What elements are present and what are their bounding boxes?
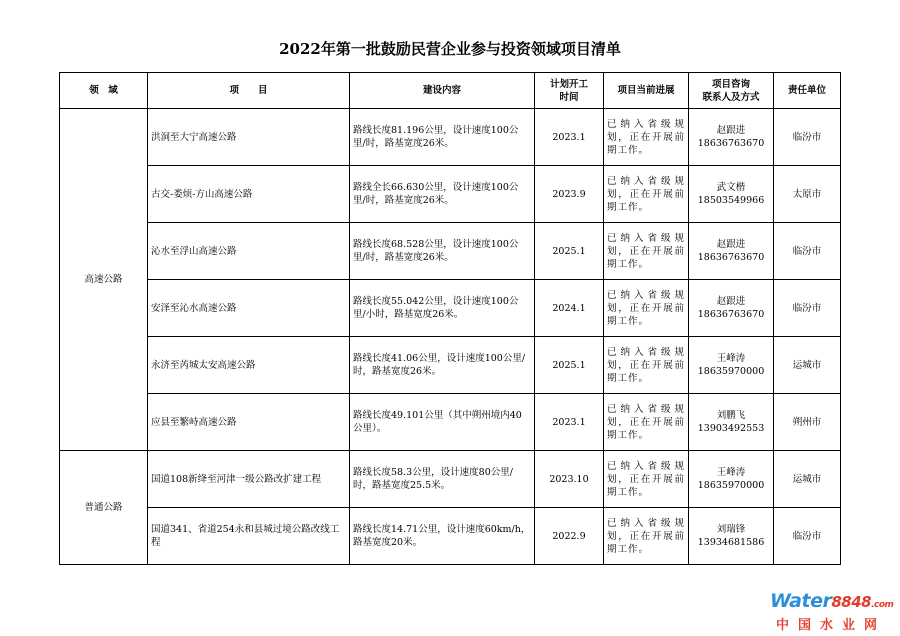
contact-phone: 13903492553 <box>697 423 765 434</box>
progress-cell: 已纳入省级规划，正在开展前期工作。 <box>604 280 689 337</box>
table-row <box>60 394 841 451</box>
progress-cell: 已纳入省级规划，正在开展前期工作。 <box>604 508 689 565</box>
project-table <box>59 72 841 565</box>
start-cell: 2023.9 <box>535 166 604 223</box>
table-row <box>60 451 841 508</box>
contact-phone: 18636763670 <box>697 252 765 263</box>
watermark-brand-text: Water <box>770 590 832 612</box>
header-start-line1: 计划开工 <box>549 78 588 90</box>
contact-name: 刘瑞锋 <box>716 524 746 535</box>
content-cell: 路线长度55.042公里，设计速度100公里/小时，路基宽度26米。 <box>350 280 535 337</box>
project-cell: 永济至芮城太安高速公路 <box>148 337 350 394</box>
progress-cell: 已纳入省级规划，正在开展前期工作。 <box>604 166 689 223</box>
start-cell: 2025.1 <box>535 337 604 394</box>
unit-cell: 临汾市 <box>774 109 841 166</box>
domain-cell-ordinary-road: 普通公路 <box>60 451 148 565</box>
unit-cell: 临汾市 <box>774 280 841 337</box>
contact-phone: 18503549966 <box>697 195 765 206</box>
progress-cell: 已纳入省级规划，正在开展前期工作。 <box>604 451 689 508</box>
content-cell: 路线长度58.3公里，设计速度80公里/时，路基宽度25.5米。 <box>350 451 535 508</box>
unit-cell: 临汾市 <box>774 508 841 565</box>
contact-name: 刘鹏飞 <box>716 410 746 421</box>
contact-phone: 13934681586 <box>697 537 765 548</box>
table-row <box>60 166 841 223</box>
contact-name: 赵跟进 <box>716 125 746 136</box>
unit-cell: 临汾市 <box>774 223 841 280</box>
document-title: 2022年第一批鼓励民营企业参与投资领域项目清单 <box>279 40 621 58</box>
start-cell: 2023.1 <box>535 394 604 451</box>
project-cell: 国道341、省道254永和县城过境公路改线工程 <box>148 508 350 565</box>
header-project: 项 目 <box>148 73 350 109</box>
progress-cell: 已纳入省级规划，正在开展前期工作。 <box>604 394 689 451</box>
unit-cell: 太原市 <box>774 166 841 223</box>
watermark-suffix: .com <box>871 600 894 610</box>
start-cell: 2025.1 <box>535 223 604 280</box>
project-cell: 应县至繁峙高速公路 <box>148 394 350 451</box>
start-cell: 2022.9 <box>535 508 604 565</box>
contact-name: 赵跟进 <box>716 296 746 307</box>
start-cell: 2023.1 <box>535 109 604 166</box>
project-cell: 国道108新绛至河津一级公路改扩建工程 <box>148 451 350 508</box>
contact-cell <box>689 280 774 337</box>
site-watermark-logo <box>770 590 895 633</box>
header-unit: 责任单位 <box>774 73 841 109</box>
header-contact-line1: 项目咨询 <box>711 78 750 90</box>
table-row <box>60 223 841 280</box>
watermark-brand <box>770 590 893 612</box>
header-contact <box>689 73 774 109</box>
start-cell: 2024.1 <box>535 280 604 337</box>
table-row <box>60 508 841 565</box>
content-cell: 路线长度68.528公里，设计速度100公里/时，路基宽度26米。 <box>350 223 535 280</box>
contact-cell <box>689 223 774 280</box>
contact-cell <box>689 394 774 451</box>
header-content: 建设内容 <box>350 73 535 109</box>
progress-cell: 已纳入省级规划，正在开展前期工作。 <box>604 223 689 280</box>
content-cell: 路线长度41.06公里，设计速度100公里/时，路基宽度26米。 <box>350 337 535 394</box>
contact-name: 武文楷 <box>716 182 746 193</box>
contact-cell <box>689 451 774 508</box>
contact-phone: 18636763670 <box>697 138 765 149</box>
start-cell: 2023.10 <box>535 451 604 508</box>
contact-cell <box>689 109 774 166</box>
watermark-cn: 中国水业网 <box>776 618 887 633</box>
contact-cell <box>689 508 774 565</box>
unit-cell: 运城市 <box>774 451 841 508</box>
unit-cell: 朔州市 <box>774 394 841 451</box>
progress-cell: 已纳入省级规划，正在开展前期工作。 <box>604 109 689 166</box>
contact-cell <box>689 166 774 223</box>
contact-phone: 18636763670 <box>697 309 765 320</box>
domain-cell-highway: 高速公路 <box>60 109 148 451</box>
table-header-row <box>60 73 841 109</box>
project-cell: 洪洞至大宁高速公路 <box>148 109 350 166</box>
table-row <box>60 337 841 394</box>
contact-name: 王峰涛 <box>716 353 746 364</box>
header-contact-line2: 联系人及方式 <box>702 91 760 103</box>
project-cell: 古交-娄烦-方山高速公路 <box>148 166 350 223</box>
unit-cell: 运城市 <box>774 337 841 394</box>
contact-phone: 18635970000 <box>697 480 765 491</box>
table-row <box>60 109 841 166</box>
header-start-time <box>535 73 604 109</box>
content-cell: 路线全长66.630公里，设计速度100公里/时，路基宽度26米。 <box>350 166 535 223</box>
content-cell: 路线长度14.71公里，设计速度60km/h，路基宽度20米。 <box>350 508 535 565</box>
contact-cell <box>689 337 774 394</box>
contact-name: 赵跟进 <box>716 239 746 250</box>
header-start-line2: 时间 <box>559 91 579 103</box>
progress-cell: 已纳入省级规划，正在开展前期工作。 <box>604 337 689 394</box>
project-cell: 安泽至沁水高速公路 <box>148 280 350 337</box>
header-progress: 项目当前进展 <box>604 73 689 109</box>
content-cell: 路线长度81.196公里，设计速度100公里/时，路基宽度26米。 <box>350 109 535 166</box>
contact-name: 王峰涛 <box>716 467 746 478</box>
content-cell: 路线长度49.101公里（其中朔州境内40公里）。 <box>350 394 535 451</box>
header-domain: 领 域 <box>60 73 148 109</box>
project-cell: 沁水至浮山高速公路 <box>148 223 350 280</box>
table-row <box>60 280 841 337</box>
contact-phone: 18635970000 <box>697 366 765 377</box>
watermark-number: 8848 <box>831 593 872 611</box>
